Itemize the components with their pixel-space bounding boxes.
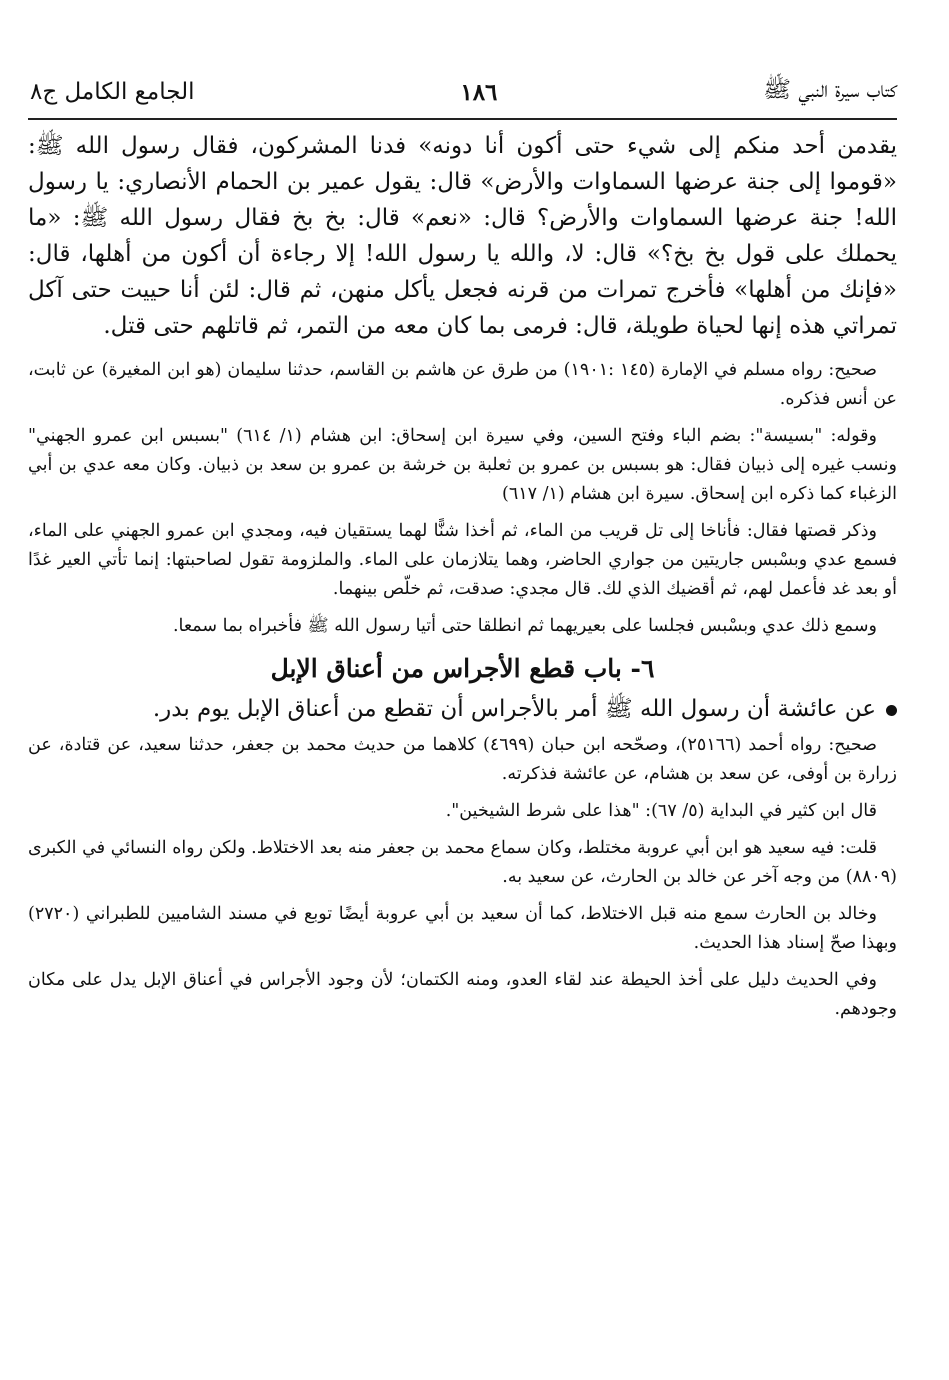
note-paragraph: صحيح: رواه مسلم في الإمارة (١٤٥ :١٩٠١) من طرق عن هاشم بن القاسم، حدثنا سليمان (هو ابن المغيرة) عن ثابت، عن أنس فذكره. [28, 360, 897, 409]
note-paragraph: وخالد بن الحارث سمع منه قبل الاختلاط، كما أن سعيد بن أبي عروبة أيضًا توبع في مسند الشاميين للطبراني (٢٧٢٠) وبهذا صحّ إسناد هذا الحديث. [28, 904, 897, 953]
note-paragraph: قلت: فيه سعيد هو ابن أبي عروبة مختلط، وكان سماع محمد بن جعفر منه بعد الاختلاط. ولكن رواه النسائي في الكبرى (٨٨٠٩) من وجه آخر عن خالد بن الحارث، عن سعيد به. [28, 838, 897, 887]
note-paragraph: وذكر قصتها فقال: فأناخا إلى تل قريب من الماء، ثم أخذا شنًّا لهما يستقيان فيه، ومجدي ابن عمرو الجهني على الماء، فسمع عدي وبسْبس جاريتين من جواري الحاضر، وهما يتلازمان على الماء. والملزومة تقول لصاحبتها: إنما تأتي العير غدًا أو بعد غد فأعمل لهم، ثم أقضيك الذي لك. قال مجدي: صدقت، ثم خلّص بينهما. [28, 521, 897, 599]
note-paragraph: قال ابن كثير في البداية (٥/ ٦٧): "هذا على شرط الشيخين". [445, 801, 877, 821]
hadith-main-text [28, 128, 897, 344]
hadith-text-body: عن عائشة أن رسول الله ﷺ أمر بالأجراس أن تقطع من أعناق الإبل يوم بدر. [152, 696, 876, 722]
page-content [28, 128, 897, 1024]
note-paragraph: وفي الحديث دليل على أخذ الحيطة عند لقاء العدو، ومنه الكتمان؛ لأن وجود الأجراس في أعناق الإبل يدل على مكان وجودهم. [28, 970, 897, 1019]
note-paragraph: وسمع ذلك عدي وبسْبس فجلسا على بعيريهما ثم انطلقا حتى أتيا رسول الله ﷺ فأخبراه بما سمعا. [172, 616, 877, 636]
running-header [30, 72, 897, 112]
note-paragraph: صحيح: رواه أحمد (٢٥١٦٦)، وصحّحه ابن حبان (٤٦٩٩) كلاهما من حديث محمد بن جعفر، حدثنا سعيد، عن قتادة، عن زرارة بن أوفى، عن سعد بن هشام، عن عائشة فذكرته. [28, 735, 897, 784]
main-paragraph: يقدمن أحد منكم إلى شيء حتى أكون أنا دونه» فدنا المشركون، فقال رسول الله ﷺ: «قوموا إلى جنة عرضها السماوات والأرض» قال: يقول عمير بن الحمام الأنصاري: يا رسول الله! جنة عرضها السماوات والأرض؟ قال: «نعم» قال: بخ بخ فقال رسول الله ﷺ: «ما يحملك على قول بخ بخ؟» قال: لا، والله يا رسول الله! إلا رجاءة أن أكون من أهلها، قال: «فإنك من أهلها» فأخرج تمرات من قرنه فجعل يأكل منهن، ثم قال: لئن أنا حييت حتى آكل تمراتي هذه إنها لحياة طويلة، قال: فرمى بما كان معه من التمر، ثم قاتلهم حتى قتل. [28, 133, 897, 339]
note-paragraph: وقوله: "بسيسة": بضم الباء وفتح السين، وفي سيرة ابن إسحاق: ابن هشام (١/ ٦١٤) "بسبس ابن عمرو الجهني" ونسب غيره إلى ذبيان فقال: هو بسبس بن عمرو بن ثعلبة بن خرشة بن عمرو بن سعد بن ذبيان. وكان معه عدي بن أبي الزغباء كما ذكره ابن إسحاق. سيرة ابن هشام (١/ ٦١٧) [28, 426, 897, 504]
chapter-title: ٦- باب قطع الأجراس من أعناق الإبل [270, 654, 655, 683]
header-book-title: كتاب سيرة النبي ﷺ [763, 77, 897, 103]
header-rule [28, 118, 897, 120]
header-volume-title: الجامع الكامل ج٨ [30, 79, 195, 105]
bullet-icon [886, 705, 897, 716]
hadith-text [28, 691, 897, 727]
page-number: ١٨٦ [460, 78, 498, 106]
